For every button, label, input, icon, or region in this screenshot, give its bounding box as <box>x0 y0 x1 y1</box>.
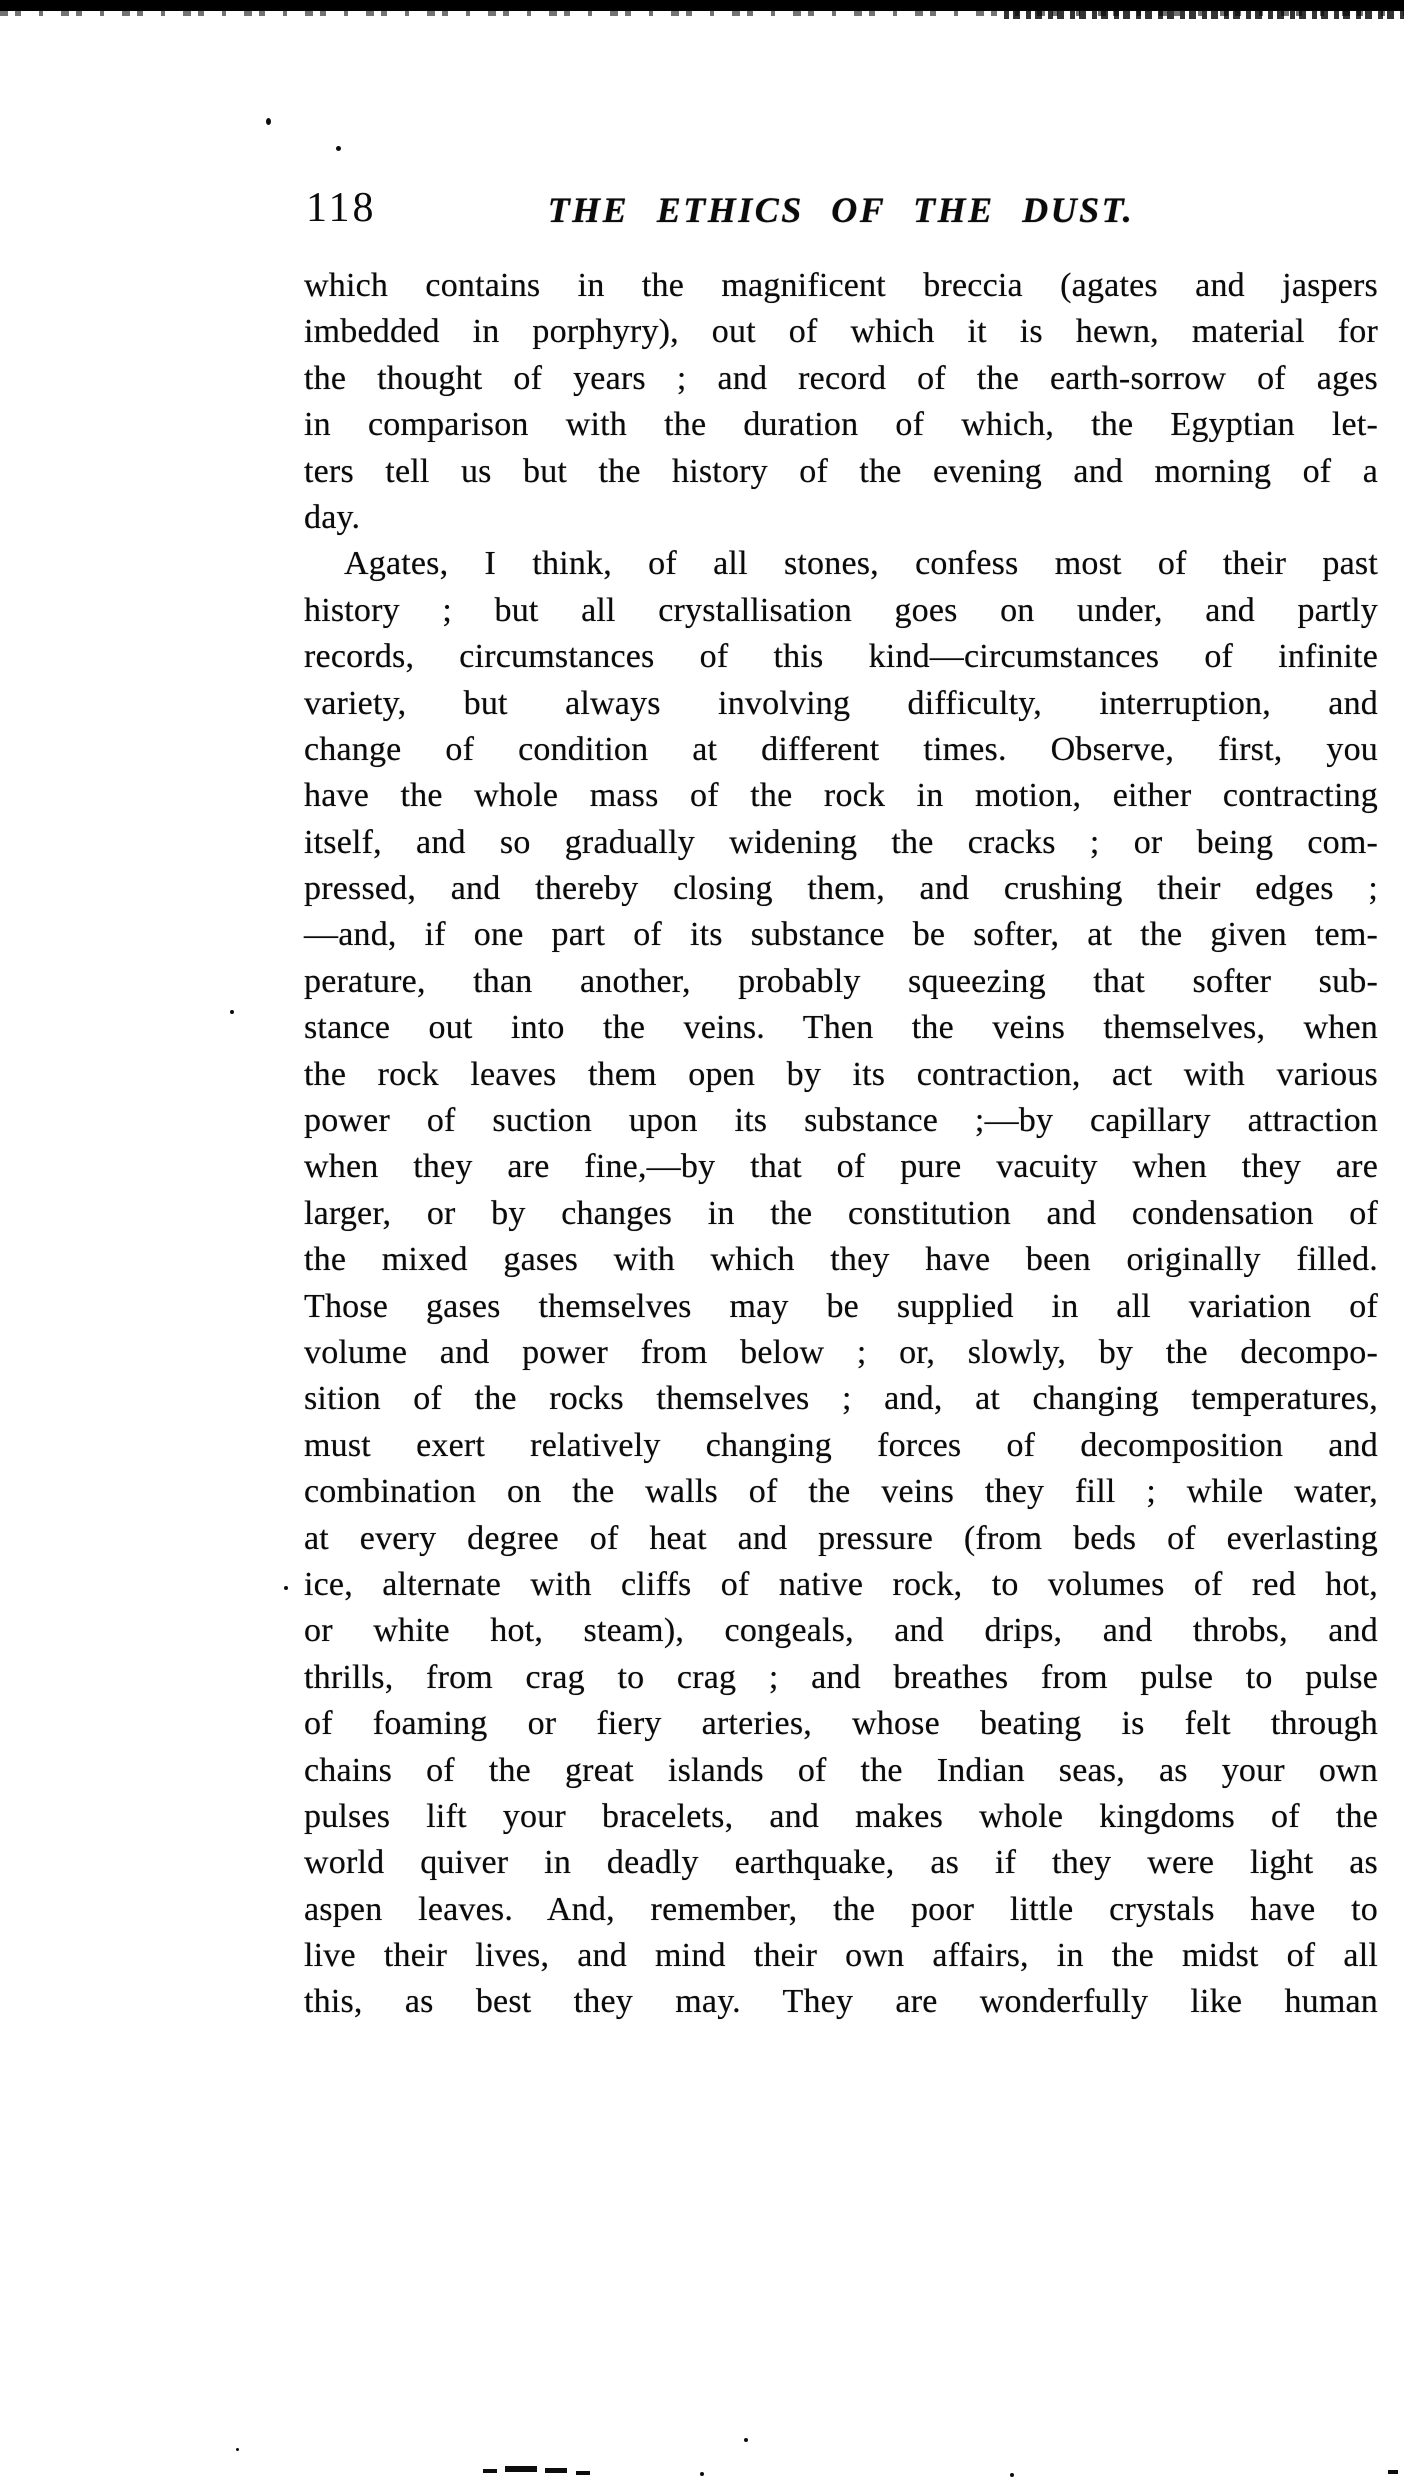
running-title: THE ETHICS OF THE DUST. <box>547 190 1135 230</box>
text-line: the rock leaves them open by its contraction, act with various <box>304 1055 1378 1093</box>
text-line: history ; but all crystallisation goes on under, and partly <box>304 591 1378 629</box>
scan-noise-bottom <box>545 2468 567 2473</box>
text-line: —and, if one part of its substance be softer, at the given tem- <box>304 916 1378 954</box>
ink-speck <box>284 1586 288 1590</box>
scan-noise-bottom <box>576 2471 590 2475</box>
text-line: combination on the walls of the veins they fill ; while water, <box>304 1473 1378 1511</box>
text-line: Agates, I think, of all stones, confess most of their past <box>344 545 1378 583</box>
text-line: pressed, and thereby closing them, and crushing their edges ; <box>304 870 1378 908</box>
text-line: aspen leaves. And, remember, the poor little crystals have to <box>304 1890 1378 1928</box>
scan-noise-bottom <box>1388 2470 1398 2474</box>
text-line: the mixed gases with which they have been originally filled. <box>304 1241 1378 1279</box>
text-line: variety, but always involving difficulty, interruption, and <box>304 684 1378 722</box>
scan-noise-bottom <box>505 2466 537 2472</box>
text-line: this, as best they may. They are wonderfully like human <box>304 1983 1378 2021</box>
text-line: volume and power from below ; or, slowly, by the decompo- <box>304 1333 1378 1371</box>
text-line: have the whole mass of the rock in motion, either contracting <box>304 777 1378 815</box>
ink-speck <box>336 146 341 151</box>
ink-speck <box>230 1010 234 1014</box>
scan-noise-bottom <box>700 2472 704 2476</box>
text-line: thrills, from crag to crag ; and breathes from pulse to pulse <box>304 1658 1378 1696</box>
scan-noise-bottom <box>483 2469 497 2473</box>
text-line: sition of the rocks themselves ; and, at changing temperatures, <box>304 1380 1378 1418</box>
text-line: of foaming or fiery arteries, whose beating is felt through <box>304 1705 1378 1743</box>
scan-edge-top <box>0 0 1404 11</box>
ink-speck <box>744 2438 748 2442</box>
text-line: records, circumstances of this kind—circumstances of infinite <box>304 638 1378 676</box>
text-line: pulses lift your bracelets, and makes whole kingdoms of the <box>304 1797 1378 1835</box>
text-line: world quiver in deadly earthquake, as if they were light as <box>304 1844 1378 1882</box>
text-line: day. <box>304 498 361 536</box>
page-header <box>304 184 1378 238</box>
text-line: chains of the great islands of the Indian seas, as your own <box>304 1751 1378 1789</box>
scan-edge-top-right <box>1004 11 1404 19</box>
scan-noise-bottom <box>1010 2473 1014 2477</box>
text-line: Those gases themselves may be supplied in all variation of <box>304 1287 1378 1325</box>
text-line: at every degree of heat and pressure (from beds of everlasting <box>304 1519 1378 1557</box>
paragraph <box>304 263 1378 541</box>
text-line: the thought of years ; and record of the earth-sorrow of ages <box>304 359 1378 397</box>
text-line: live their lives, and mind their own affairs, in the midst of all <box>304 1937 1378 1975</box>
text-line: which contains in the magnificent breccia (agates and jaspers <box>304 267 1378 304</box>
text-line: itself, and so gradually widening the cracks ; or being com- <box>304 823 1378 861</box>
ink-speck <box>266 118 271 125</box>
text-line: ters tell us but the history of the evening and morning of a <box>304 452 1378 490</box>
text-line: power of suction upon its substance ;—by capillary attraction <box>304 1102 1378 1140</box>
body-text <box>304 263 1378 2026</box>
text-line: larger, or by changes in the constitution and condensation of <box>304 1194 1378 1232</box>
text-line: or white hot, steam), congeals, and drips, and throbs, and <box>304 1612 1378 1650</box>
paragraph <box>304 541 1378 2026</box>
text-line: perature, than another, probably squeezing that softer sub- <box>304 962 1378 1000</box>
text-line: must exert relatively changing forces of decomposition and <box>304 1426 1378 1464</box>
text-line: ice, alternate with cliffs of native rock, to volumes of red hot, <box>304 1565 1378 1603</box>
text-line: stance out into the veins. Then the veins themselves, when <box>304 1009 1378 1047</box>
text-line: when they are fine,—by that of pure vacuity when they are <box>304 1148 1378 1186</box>
text-line: imbedded in porphyry), out of which it is hewn, material for <box>304 313 1378 351</box>
page-number: 118 <box>306 185 377 231</box>
text-line: in comparison with the duration of which, the Egyptian let- <box>304 406 1378 444</box>
ink-speck <box>236 2448 239 2451</box>
text-line: change of condition at different times. Observe, first, you <box>304 730 1378 768</box>
